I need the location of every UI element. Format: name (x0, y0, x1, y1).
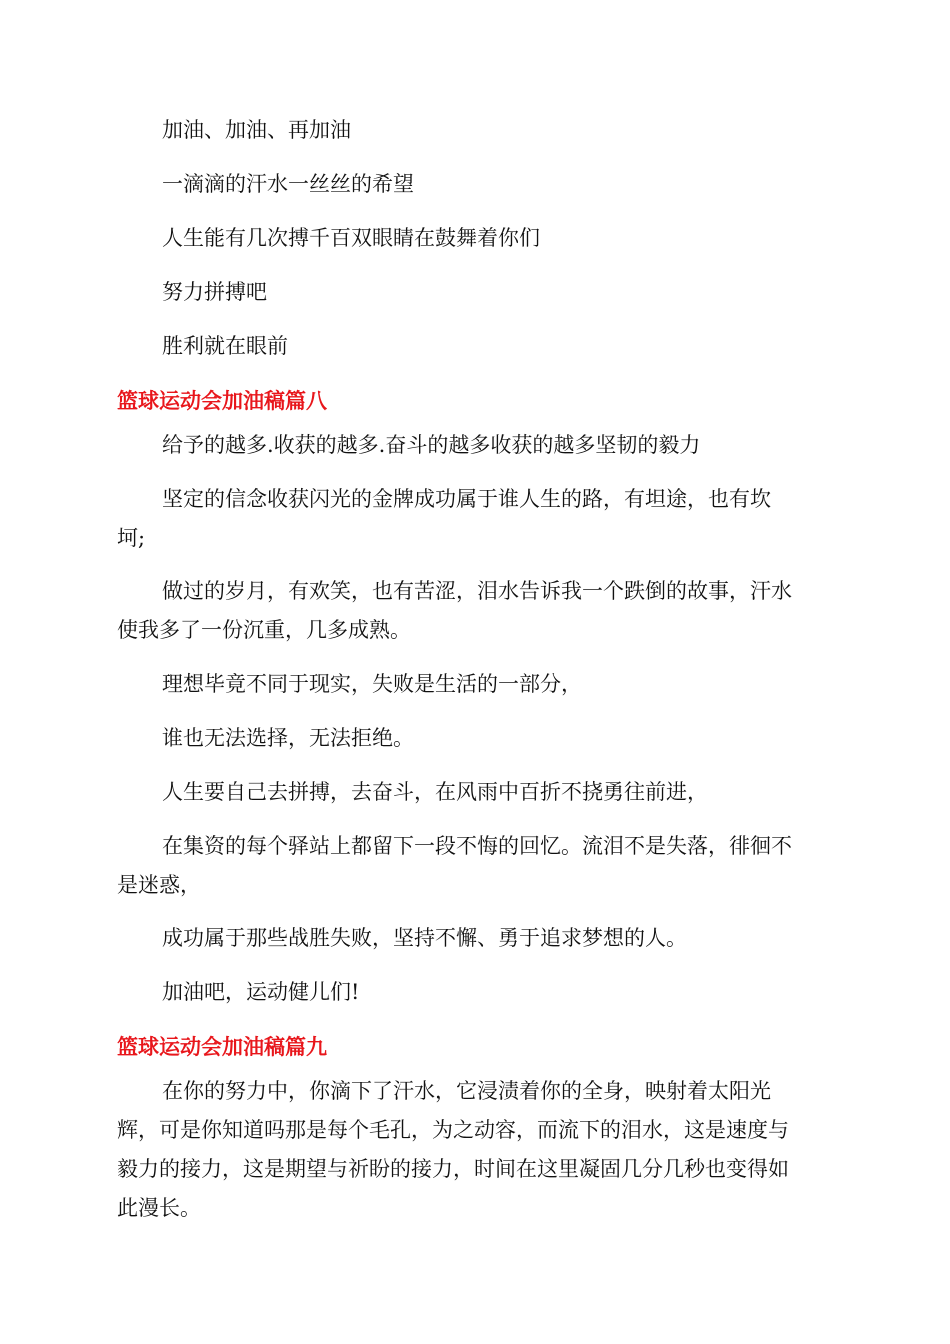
section9-paragraph-1-line-4: 此漫长。 (117, 1196, 201, 1220)
section-heading-8: 篮球运动会加油稿篇八 (117, 389, 327, 413)
section8-paragraph-6: 人生要自己去拼搏，去奋斗，在风雨中百折不挠勇往前进， (162, 780, 708, 804)
section8-paragraph-2-line-1: 坚定的信念收获闪光的金牌成功属于谁人生的路，有坦途，也有坎 (162, 487, 771, 511)
section9-paragraph-1-line-1: 在你的努力中，你滴下了汗水，它浸渍着你的全身，映射着太阳光 (162, 1079, 771, 1103)
section8-paragraph-9: 加油吧，运动健儿们! (162, 980, 360, 1004)
section8-paragraph-1: 给予的越多.收获的越多.奋斗的越多收获的越多坚韧的毅力 (162, 433, 701, 457)
section9-paragraph-1-line-2: 辉，可是你知道吗那是每个毛孔，为之动容，而流下的泪水，这是速度与 (117, 1118, 789, 1142)
poem-line-1: 加油、加油、再加油 (162, 118, 351, 142)
poem-line-5: 胜利就在眼前 (162, 334, 288, 358)
section8-paragraph-4: 理想毕竟不同于现实，失败是生活的一部分， (162, 672, 582, 696)
section8-paragraph-3-line-1: 做过的岁月，有欢笑，也有苦涩，泪水告诉我一个跌倒的故事，汗水 (162, 579, 792, 603)
poem-line-4: 努力拼搏吧 (162, 280, 267, 304)
poem-line-3: 人生能有几次搏千百双眼睛在鼓舞着你们 (162, 226, 540, 250)
section8-paragraph-2-line-2: 坷; (117, 526, 146, 550)
section8-paragraph-5: 谁也无法选择，无法拒绝。 (162, 726, 414, 750)
section8-paragraph-3-line-2: 使我多了一份沉重，几多成熟。 (117, 618, 411, 642)
section8-paragraph-7-line-2: 是迷惑， (117, 873, 201, 897)
section-heading-9: 篮球运动会加油稿篇九 (117, 1035, 327, 1059)
poem-line-2: 一滴滴的汗水一丝丝的希望 (162, 172, 414, 196)
section8-paragraph-8: 成功属于那些战胜失败，坚持不懈、勇于追求梦想的人。 (162, 926, 687, 950)
section8-paragraph-7-line-1: 在集资的每个驿站上都留下一段不悔的回忆。流泪不是失落，徘徊不 (162, 834, 792, 858)
section9-paragraph-1-line-3: 毅力的接力，这是期望与祈盼的接力，时间在这里凝固几分几秒也变得如 (117, 1157, 789, 1181)
